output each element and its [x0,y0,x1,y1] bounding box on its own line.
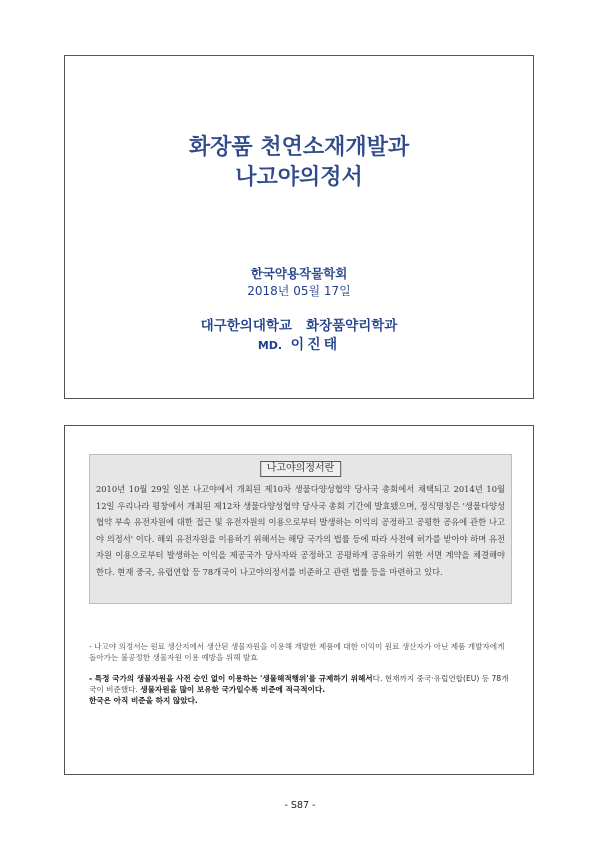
slide-title-line2: 나고야의정서 [235,165,363,190]
note2-part1: - 특정 국가의 생물자원을 사전 승인 없이 이용하는 '생물해적행위'를 규제하기 위해서 [89,674,373,683]
page-number: - S87 - [284,800,316,811]
note-purpose: - 나고야 의정서는 원료 생산지에서 생산된 생물자원을 이용해 개발한 제품에 대한 이익이 원료 생산자가 아닌 제품 개발자에게 돌아가는 불공정한 생물자원 이용 예방을 위해 발효 [89,642,505,662]
excerpt-title: 나고야의정서란 [260,461,342,477]
excerpt-text: 2010년 10월 29일 일본 나고야에서 개최된 제10차 생물다양성협약 당사국 총회에서 채택되고 2014년 10월 12일 우리나라 평창에서 개최된 제12차 생물다양성협약 당사국 총회 기간에 발효됐으며, 정식명칭은 '생물다양성협약 부속 유전자원에 대한 접근 및 유전자원의 이용으로부터 발생하는 이익의 공정하고 공평한 공유에 관한 나고야 의정서' 이다. 해외 유전자원을 이용하기 위해서는 해당 국가의 법률 등에 따라 사전에 허가를 받아야 하며 유전자원 이용으로부터 발생하는 이익을 제공국가 당사자와 공정하고 공평하게 공유하기 위한 서면 계약을 체결해야 한다. 현재 중국, 유럽연합 등 78개국이 나고야의정서를 비준하고 관련 법률 등을 마련하고 있다. [96,484,505,577]
author-prefix: MD. [257,339,283,352]
presentation-date: 2018년 05월 17일 [247,284,351,298]
scanned-excerpt [89,454,512,604]
title-slide [64,55,534,399]
content-slide [64,425,534,775]
affiliation: 대구한의대학교 화장품약리학과 [200,318,398,334]
note2-part3: 생물자원을 많이 보유한 국가일수록 비준에 적극적이다. [140,685,326,694]
note2-part2: 다. 현재까지 중국·유럽연합(EU) 등 78개국이 비준했다. [89,674,509,694]
slide-title-line1: 화장품 천연소재개발과 [188,135,410,160]
note2-part4: 한국은 아직 비준을 하지 않았다. [89,696,198,705]
author-name: 이진태 [290,337,341,353]
note-regulation [89,673,513,706]
author [65,334,533,354]
society-name: 한국약용작물학회 [250,266,348,281]
